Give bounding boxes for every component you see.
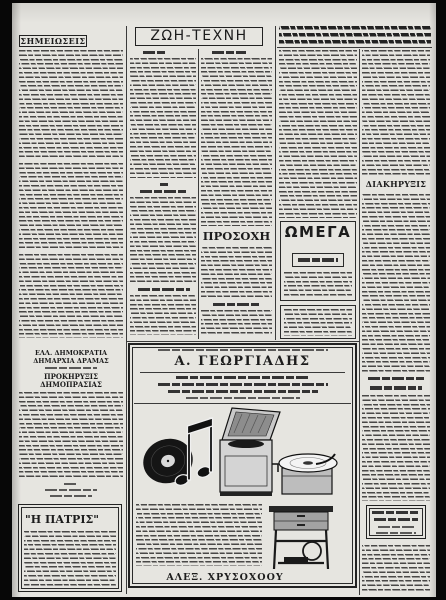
sewing-machine-icon — [269, 506, 333, 569]
record-with-notes-icon — [137, 418, 212, 490]
ad-subtitle-line — [158, 383, 328, 386]
column-rule — [359, 49, 360, 595]
office-ad-line — [372, 511, 420, 514]
notice-signature-line — [50, 495, 92, 497]
article-body-text — [19, 254, 123, 338]
office-ad-line — [376, 532, 416, 534]
caution-heading: ΠΡΟΣΟΧΗ — [202, 229, 271, 243]
notice-signature-line — [64, 483, 78, 485]
table-top — [269, 506, 333, 512]
article-body-text — [362, 395, 430, 501]
subheading — [143, 51, 167, 54]
article-body-text — [201, 58, 272, 226]
notice-body-text — [19, 392, 123, 478]
drawer-handle — [297, 524, 305, 526]
column-rule — [126, 26, 127, 594]
proclamation-body-text — [362, 194, 430, 372]
ad-illustrations — [130, 406, 355, 500]
article-body-text — [19, 50, 123, 158]
ad-rule — [140, 372, 345, 373]
header-rule — [277, 47, 432, 48]
notice-title: ΠΡΟΚΗΡΥΞΙΣ ΔΗΜΟΠΡΑΣΙΑΣ — [40, 372, 102, 389]
notice-reference-line — [45, 367, 97, 369]
ad-proprietor-name: Α. ΓΕΩΡΓΙΑΔΗΣ — [174, 354, 311, 369]
notes-heading: ΣΗΜΕΙΩΣΕΙΣ — [20, 36, 86, 46]
subheading — [138, 288, 190, 291]
subheading — [213, 303, 261, 306]
price-list-text — [279, 50, 357, 218]
column-rule — [198, 49, 199, 339]
subheading — [368, 377, 424, 380]
record-spindle-hole — [167, 460, 169, 462]
article-body-text — [201, 310, 272, 336]
note-beam — [188, 418, 213, 434]
ad-rule — [134, 403, 351, 404]
treadle — [284, 557, 308, 562]
article-body-text — [130, 197, 196, 283]
ad-top-rule — [127, 341, 359, 342]
office-ad-line — [378, 526, 414, 528]
cabinet-base — [220, 492, 272, 496]
crank-handle — [272, 464, 278, 472]
subheading — [370, 386, 422, 390]
notice-state-line: ΕΛΛ. ΔΗΜΟΚΡΑΤΙΑ — [34, 349, 108, 357]
ad-subtitle-line — [168, 390, 318, 393]
patris-body-text — [24, 531, 116, 587]
ad-body-text — [136, 504, 262, 566]
notice-authority-line: ΔΗΜΑΡΧΙΑ ΔΡΑΜΑΣ — [33, 357, 109, 365]
turntable — [228, 440, 264, 448]
ad-subtitle-line — [176, 376, 310, 379]
price-list-text — [362, 50, 430, 176]
subheading — [140, 190, 188, 193]
column-rule — [275, 26, 276, 340]
top-right-headline — [279, 26, 431, 46]
article-body-text — [362, 545, 430, 593]
proclamation-heading: ΔΙΑΚΗΡΥΞΙΣ — [365, 179, 427, 189]
office-ad-line — [374, 518, 418, 521]
omega-ad-title: ΩΜΕΓΑ — [284, 223, 352, 241]
article-body-text — [19, 163, 123, 248]
disc-label — [303, 461, 313, 465]
subheading — [212, 51, 246, 54]
patris-title: "Η ΠΑΤΡΙΣ" — [25, 513, 99, 526]
sewing-machine-illustration — [266, 501, 336, 571]
lid-picture — [228, 412, 274, 436]
culture-section-heading: ΖΩΗ-ΤΕΧΝΗ — [135, 27, 263, 46]
ad-subtitle-line — [186, 397, 300, 399]
notice-signature-line — [45, 489, 97, 491]
ad-footer-name: ΑΛΕΞ. ΧΡΥΣΟΧΟΟΥ — [166, 572, 284, 583]
portable-phonograph-icon — [279, 454, 337, 494]
gramophone-cabinet-icon — [220, 408, 280, 496]
ad-top-line — [158, 349, 328, 351]
classified-text — [284, 309, 352, 336]
iron-legs — [274, 530, 328, 569]
article-body-text — [130, 58, 196, 178]
article-body-text — [130, 295, 196, 335]
subheading — [160, 183, 168, 186]
drawer-handle — [297, 515, 305, 517]
article-body-text — [201, 247, 272, 299]
omega-ad-text — [284, 272, 352, 298]
omega-ad-name — [298, 258, 338, 262]
